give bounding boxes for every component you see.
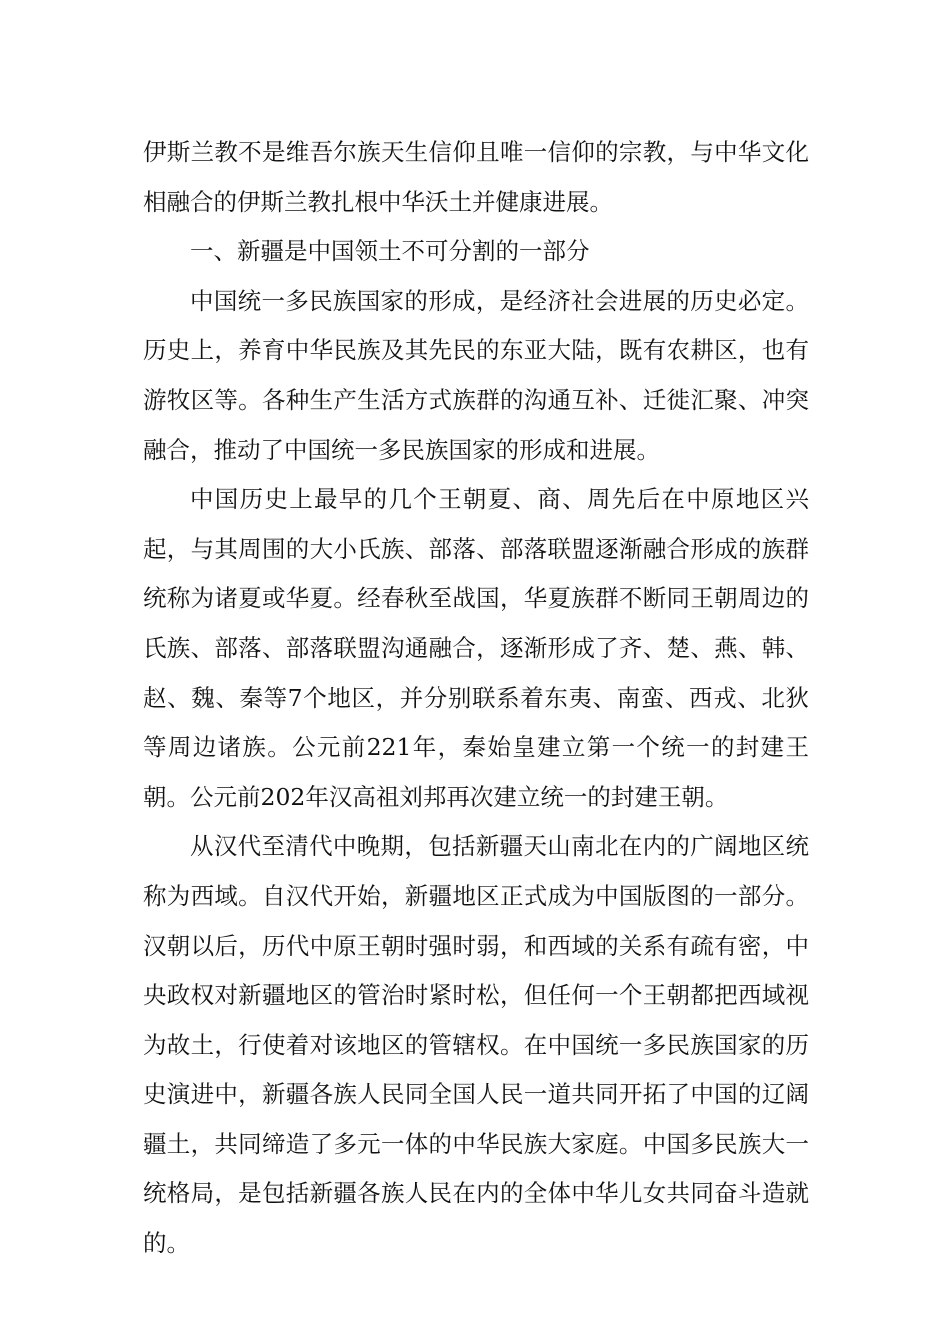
document-body [143, 128, 809, 1269]
paragraph-continuation: 伊斯兰教不是维吾尔族天生信仰且唯一信仰的宗教，与中华文化相融合的伊斯兰教扎根中华沃土并健康进展。 [143, 138, 809, 216]
paragraph-formation: 中国统一多民族国家的形成，是经济社会进展的历史必定。历史上，养育中华民族及其先民的东亚大陆，既有农耕区，也有游牧区等。各种生产生活方式族群的沟通互补、迁徙汇聚、冲突融合，推动了中国统一多民族国家的形成和进展。 [143, 286, 809, 464]
paragraph-western-regions: 从汉代至清代中晚期，包括新疆天山南北在内的广阔地区统称为西域。自汉代开始，新疆地区正式成为中国版图的一部分。汉朝以后，历代中原王朝时强时弱，和西域的关系有疏有密，中央政权对新疆地区的管治时紧时松，但任何一个王朝都把西域视为故土，行使着对该地区的管辖权。在中国统一多民族国家的历史演进中，新疆各族人民同全国人民一道共同开拓了中国的辽阔疆土，共同缔造了多元一体的中华民族大家庭。中国多民族大一统格局，是包括新疆各族人民在内的全体中华儿女共同奋斗造就的。 [143, 832, 809, 1258]
section-heading: 一、新疆是中国领土不可分割的一部分 [190, 237, 590, 266]
paragraph-dynasties: 中国历史上最早的几个王朝夏、商、周先后在中原地区兴起，与其周围的大小氏族、部落、部落联盟逐渐融合形成的族群统称为诸夏或华夏。经春秋至战国，华夏族群不断同王朝周边的氏族、部落、部落联盟沟通融合，逐渐形成了齐、楚、燕、韩、赵、魏、秦等7个地区，并分别联系着东夷、南蛮、西戎、北狄等周边诸族。公元前221年，秦始皇建立第一个统一的封建王朝。公元前202年汉高祖刘邦再次建立统一的封建王朝。 [143, 485, 809, 811]
